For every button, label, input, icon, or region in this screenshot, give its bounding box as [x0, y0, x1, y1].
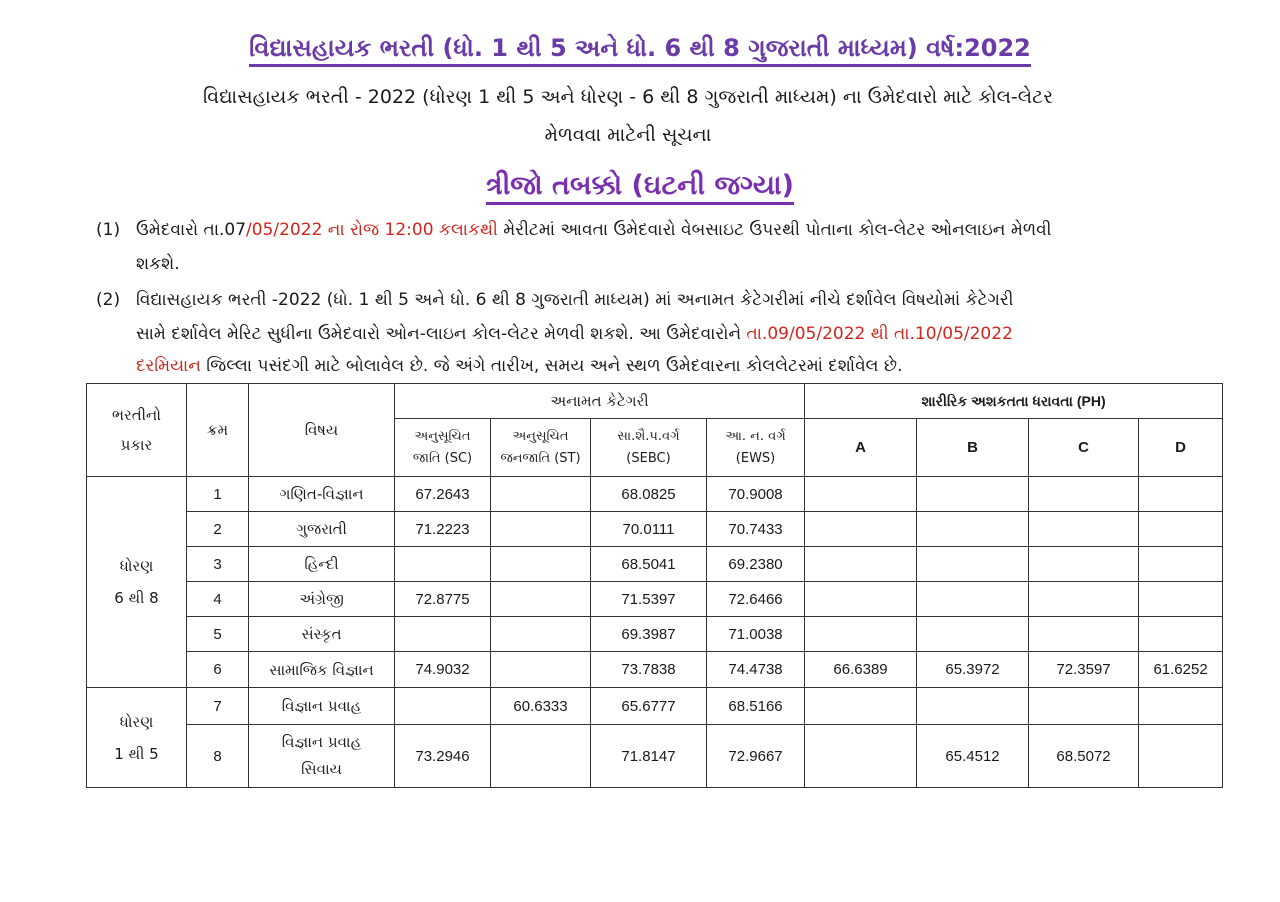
cell-sc: [395, 547, 491, 582]
cell-ph-d: [1139, 512, 1223, 547]
row-subject: વિજ્ઞાન પ્રવાહ સિવાય: [249, 725, 395, 788]
cell-ph-d: [1139, 725, 1223, 788]
table-row: [87, 688, 1223, 725]
cell-ph-c: [1029, 512, 1139, 547]
cell-ph-c: [1029, 582, 1139, 617]
cell-ph-a: [805, 725, 917, 788]
group-std-6-8: ધોરણ 6 થી 8: [87, 477, 187, 688]
row-no: 5: [187, 617, 249, 652]
cell-ph-b: [917, 477, 1029, 512]
note-1-number: (1): [96, 220, 121, 240]
row-no: 8: [187, 725, 249, 788]
notice-subtitle-line2: મેળવવા માટેની સૂચના: [544, 124, 712, 146]
cell-ph-c: [1029, 547, 1139, 582]
cell-ph-b: [917, 547, 1029, 582]
phase-heading: ત્રીજો તબક્કો (ઘટની જગ્યા): [0, 170, 1280, 202]
cell-sebc: 68.5041: [591, 547, 707, 582]
cell-ews: 68.5166: [707, 688, 805, 725]
cell-ph-a: [805, 688, 917, 725]
group-std-1-5: ધોરણ 1 થી 5: [87, 688, 187, 788]
cell-ph-b: 65.4512: [917, 725, 1029, 788]
row-no: 6: [187, 652, 249, 688]
cell-ph-a: 66.6389: [805, 652, 917, 688]
header-recruitment-type: ભરતીનો પ્રકાર: [87, 384, 187, 477]
header-ph-b: B: [917, 419, 1029, 477]
cell-ph-d: [1139, 582, 1223, 617]
table-row: [87, 582, 1223, 617]
note-2-line3: દરમિયાન જિલ્લા પસંદગી માટે બોલાવેલ છે. જે અંગે તારીખ, સમય અને સ્થળ ઉમેદવારના કોલલેટરમાં દર્શાવેલ છે.: [136, 356, 903, 376]
row-no: 1: [187, 477, 249, 512]
cell-ph-d: 61.6252: [1139, 652, 1223, 688]
cell-ews: 70.7433: [707, 512, 805, 547]
table-row: [87, 725, 1223, 788]
header-reserved-category: અનામત કેટેગરી: [395, 384, 805, 419]
cell-ews: 69.2380: [707, 547, 805, 582]
cell-sc: 74.9032: [395, 652, 491, 688]
row-no: 3: [187, 547, 249, 582]
header-ph-c: C: [1029, 419, 1139, 477]
header-ph-d: D: [1139, 419, 1223, 477]
document-title: વિદ્યાસહાયક ભરતી (ધો. 1 થી 5 અને ધો. 6 થી 8 ગુજરાતી માધ્યમ) વર્ષ:2022: [0, 34, 1280, 62]
cell-sc: 67.2643: [395, 477, 491, 512]
cell-ews: 72.6466: [707, 582, 805, 617]
cell-sebc: 71.8147: [591, 725, 707, 788]
cell-st: [491, 725, 591, 788]
row-no: 4: [187, 582, 249, 617]
cell-st: [491, 617, 591, 652]
cell-sebc: 70.0111: [591, 512, 707, 547]
merit-table: [86, 383, 1223, 788]
note-1-text: ઉમેદવારો તા.07/05/2022 ના રોજ 12:00 કલાકથી મેરીટમાં આવતા ઉમેદવારો વેબસાઇટ ઉપરથી પોતાના કોલ-લેટર ઓનલાઇન મેળવી: [136, 220, 1052, 240]
cell-sebc: 73.7838: [591, 652, 707, 688]
cell-ph-b: [917, 512, 1029, 547]
cell-sebc: 65.6777: [591, 688, 707, 725]
row-subject: સામાજિક વિજ્ઞાન: [249, 652, 395, 688]
cell-ph-c: [1029, 688, 1139, 725]
cell-ph-d: [1139, 477, 1223, 512]
cell-ph-b: 65.3972: [917, 652, 1029, 688]
row-subject: સંસ્કૃત: [249, 617, 395, 652]
header-serial-no: ક્રમ: [187, 384, 249, 477]
cell-sebc: 68.0825: [591, 477, 707, 512]
cell-st: 60.6333: [491, 688, 591, 725]
row-no: 7: [187, 688, 249, 725]
cell-sc: [395, 688, 491, 725]
note-2-line2: સામે દર્શાવેલ મેરિટ સુધીના ઉમેદવારો ઓન-લાઇન કોલ-લેટર મેળવી શકશે. આ ઉમેદવારોને તા.09/05/2022 થી તા.10/05/2022: [136, 324, 1013, 344]
cell-ph-a: [805, 512, 917, 547]
cell-ph-b: [917, 582, 1029, 617]
cell-ph-d: [1139, 688, 1223, 725]
cell-ph-c: 72.3597: [1029, 652, 1139, 688]
cell-sc: [395, 617, 491, 652]
note-2-number: (2): [96, 290, 121, 310]
cell-st: [491, 652, 591, 688]
notice-subtitle-line1: વિદ્યાસહાયક ભરતી - 2022 (ધોરણ 1 થી 5 અને ધોરણ - 6 થી 8 ગુજરાતી માધ્યમ) ના ઉમેદવારો માટે કોલ-લેટર: [202, 86, 1054, 108]
header-ph: શારીરિક અશકતતા ધરાવતા (PH): [805, 384, 1223, 419]
cell-ph-a: [805, 547, 917, 582]
row-subject: ગણિત-વિજ્ઞાન: [249, 477, 395, 512]
cell-ews: 70.9008: [707, 477, 805, 512]
cell-ews: 71.0038: [707, 617, 805, 652]
row-subject: ગુજરાતી: [249, 512, 395, 547]
cell-st: [491, 547, 591, 582]
table-row: [87, 652, 1223, 688]
header-sebc: સા.શૈ.પ.વર્ગ (SEBC): [591, 419, 707, 477]
cell-ph-a: [805, 582, 917, 617]
cell-sc: 71.2223: [395, 512, 491, 547]
table-row: [87, 512, 1223, 547]
row-subject: હિન્દી: [249, 547, 395, 582]
row-no: 2: [187, 512, 249, 547]
table-row: [87, 547, 1223, 582]
cell-sc: 72.8775: [395, 582, 491, 617]
note-1-text-cont: શકશે.: [136, 254, 180, 274]
cell-ph-c: [1029, 477, 1139, 512]
note-2-line1: વિદ્યાસહાયક ભરતી -2022 (ધો. 1 થી 5 અને ધો. 6 થી 8 ગુજરાતી માધ્યમ) માં અનામત કેટેગરીમાં નીચે દર્શાવેલ વિષયોમાં કેટેગરી: [136, 290, 1014, 310]
cell-ph-a: [805, 617, 917, 652]
header-st: અનુસૂચિત જનજાતિ (ST): [491, 419, 591, 477]
cell-ews: 72.9667: [707, 725, 805, 788]
cell-ph-b: [917, 617, 1029, 652]
table-row: [87, 477, 1223, 512]
row-subject: અંગ્રેજી: [249, 582, 395, 617]
cell-ph-c: [1029, 617, 1139, 652]
row-subject: વિજ્ઞાન પ્રવાહ: [249, 688, 395, 725]
cell-sebc: 69.3987: [591, 617, 707, 652]
cell-sebc: 71.5397: [591, 582, 707, 617]
header-ph-a: A: [805, 419, 917, 477]
header-sc: અનુસૂચિત જાતિ (SC): [395, 419, 491, 477]
cell-ph-b: [917, 688, 1029, 725]
cell-ph-d: [1139, 617, 1223, 652]
cell-st: [491, 582, 591, 617]
table-row: [87, 617, 1223, 652]
cell-ph-d: [1139, 547, 1223, 582]
cell-st: [491, 477, 591, 512]
header-subject: વિષય: [249, 384, 395, 477]
header-ews: આ. ન. વર્ગ (EWS): [707, 419, 805, 477]
cell-sc: 73.2946: [395, 725, 491, 788]
cell-st: [491, 512, 591, 547]
cell-ews: 74.4738: [707, 652, 805, 688]
cell-ph-a: [805, 477, 917, 512]
cell-ph-c: 68.5072: [1029, 725, 1139, 788]
